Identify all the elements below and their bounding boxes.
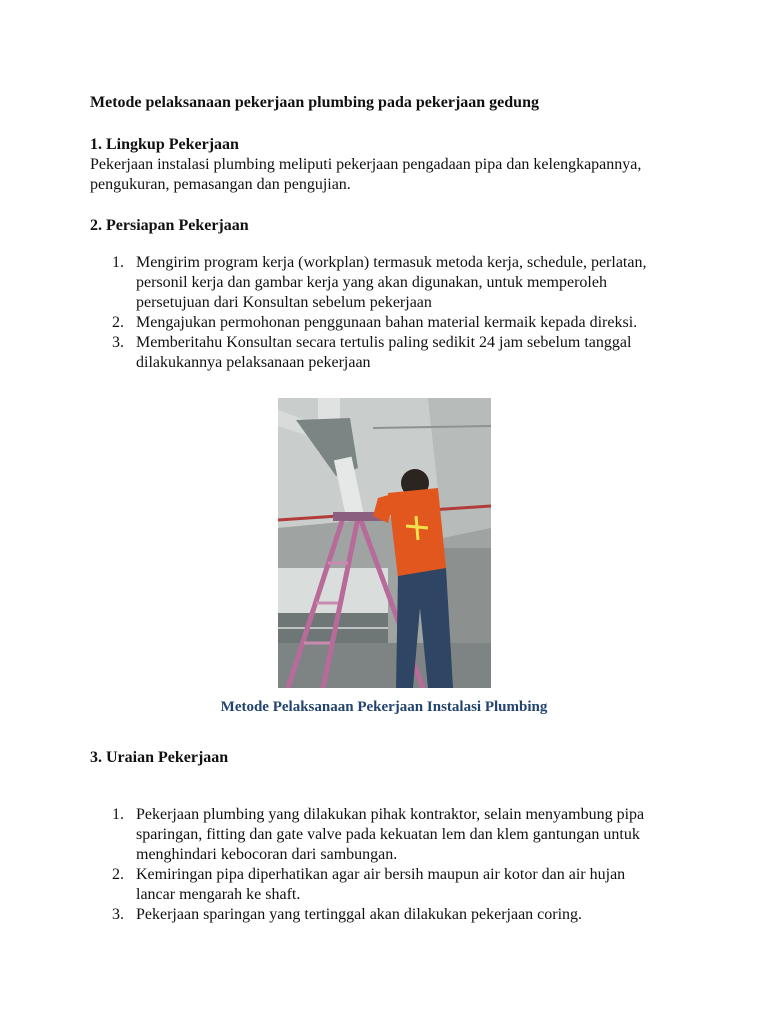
list-number: 2. <box>112 314 124 331</box>
list-item <box>90 313 646 333</box>
list-line: Mengajukan permohonan penggunaan bahan material kermaik kepada direksi. <box>136 314 638 331</box>
section-1-line: pengukuran, pemasangan dan pengujian. <box>90 176 351 193</box>
list-line: menghindari kebocoran dari sambungan. <box>136 846 398 863</box>
list-line: lancar mengarah ke shaft. <box>136 886 301 903</box>
list-item <box>90 333 646 373</box>
list-item <box>90 253 646 313</box>
list-number: 2. <box>112 866 124 883</box>
list-item <box>90 865 644 905</box>
list-line: persetujuan dari Konsultan sebelum pekerjaan <box>136 294 432 311</box>
figure-caption: Metode Pelaksanaan Pekerjaan Instalasi Plumbing <box>220 699 548 715</box>
section-2-list <box>90 253 646 373</box>
list-line: personil kerja dan gambar kerja yang akan digunakan, untuk memperoleh <box>136 274 607 291</box>
list-line: Memberitahu Konsultan secara tertulis paling sedikit 24 jam sebelum tanggal <box>136 334 632 351</box>
section-1-heading: 1. Lingkup Pekerjaan <box>90 136 239 153</box>
plumbing-worker-photo <box>278 398 491 688</box>
list-number: 1. <box>112 806 124 823</box>
list-line: Mengirim program kerja (workplan) termasuk metoda kerja, schedule, perlatan, <box>136 254 647 271</box>
list-line: dilakukannya pelaksanaan pekerjaan <box>136 354 371 371</box>
list-number: 3. <box>112 334 124 351</box>
section-3-list <box>90 805 644 925</box>
section-2-heading: 2. Persiapan Pekerjaan <box>90 217 249 234</box>
photo-illustration <box>278 398 491 688</box>
list-item <box>90 805 644 865</box>
document-title: Metode pelaksanaan pekerjaan plumbing pada pekerjaan gedung <box>90 94 539 111</box>
list-line: Kemiringan pipa diperhatikan agar air bersih maupun air kotor dan air hujan <box>136 866 626 883</box>
list-item <box>90 905 644 925</box>
list-line: Pekerjaan plumbing yang dilakukan pihak kontraktor, selain menyambung pipa <box>136 806 645 823</box>
section-1-line: Pekerjaan instalasi plumbing meliputi pekerjaan pengadaan pipa dan kelengkapannya, <box>90 156 642 173</box>
list-number: 1. <box>112 254 124 271</box>
list-line: Pekerjaan sparingan yang tertinggal akan dilakukan pekerjaan coring. <box>136 906 583 923</box>
list-number: 3. <box>112 906 124 923</box>
section-3-heading: 3. Uraian Pekerjaan <box>90 749 229 766</box>
list-line: sparingan, fitting dan gate valve pada kekuatan lem dan klem gantungan untuk <box>136 826 640 843</box>
